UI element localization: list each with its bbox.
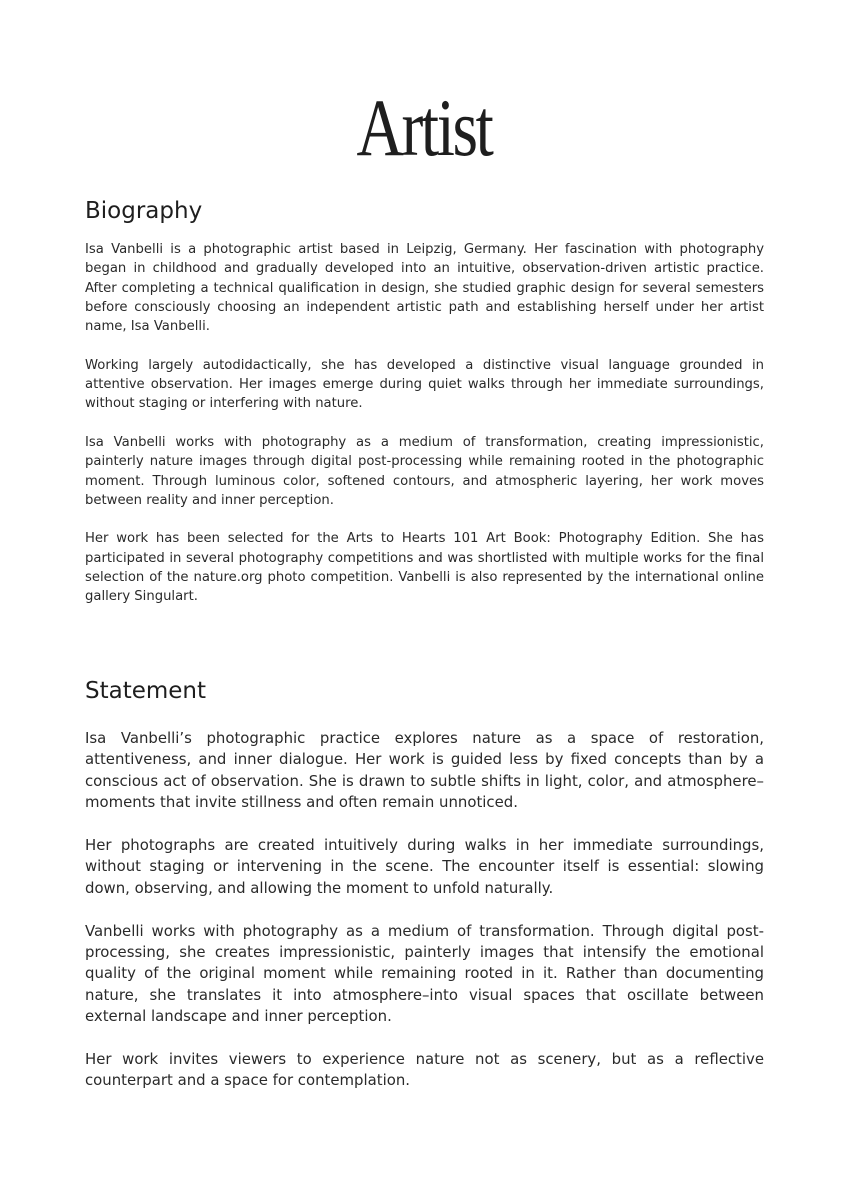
statement-paragraph: Isa Vanbelli’s photographic practice explores nature as a space of restoration, attentiveness, and inner dialogue. Her work is guided less by fixed concepts than by a conscious act of observation. She is drawn to subtle shifts in light, color, and atmosphere–moments that invite stillness and often remain unnoticed.	[85, 729, 764, 812]
statement-paragraph: Her work invites viewers to experience nature not as scenery, but as a reflective counterpart and a space for contemplation.	[85, 1050, 764, 1090]
biography-body	[85, 240, 764, 607]
biography-paragraph: Working largely autodidactically, she has developed a distinctive visual language grounded in attentive observation. Her images emerge during quiet walks through her immediate surroundings, without staging or interfering with nature.	[85, 357, 764, 412]
biography-paragraph: Isa Vanbelli works with photography as a medium of transformation, creating impressionistic, painterly nature images through digital post-processing while remaining rooted in the photographic moment. Through luminous color, softened contours, and atmospheric layering, her work moves between reality and inner perception.	[85, 434, 764, 508]
statement-section	[85, 676, 764, 1113]
statement-body	[85, 728, 764, 1092]
biography-paragraph: Isa Vanbelli is a photographic artist based in Leipzig, Germany. Her fascination with photography began in childhood and gradually developed into an intuitive, observation-driven artistic practice. After completing a technical qualification in design, she studied graphic design for several semesters before consciously choosing an independent artistic path and establishing herself under her artist name, Isa Vanbelli.	[85, 242, 764, 335]
statement-heading: Statement	[85, 678, 207, 704]
page-title: Artist	[356, 82, 492, 173]
biography-paragraph: Her work has been selected for the Arts to Hearts 101 Art Book: Photography Edition. She has participated in several photography competitions and was shortlisted with multiple works for the final selection of the nature.org photo competition. Vanbelli is also represented by the international online gallery Singulart.	[85, 531, 764, 605]
biography-section	[85, 196, 764, 626]
statement-paragraph: Vanbelli works with photography as a medium of transformation. Through digital post-processing, she creates impressionistic, painterly images that intensify the emotional quality of the original moment while remaining rooted in it. Rather than documenting nature, she translates it into atmosphere–into visual spaces that oscillate between external landscape and inner perception.	[85, 921, 764, 1026]
biography-heading: Biography	[85, 198, 203, 224]
statement-paragraph: Her photographs are created intuitively during walks in her immediate surroundings, without staging or intervening in the scene. The encounter itself is essential: slowing down, observing, and allowing the moment to unfold naturally.	[85, 836, 764, 897]
